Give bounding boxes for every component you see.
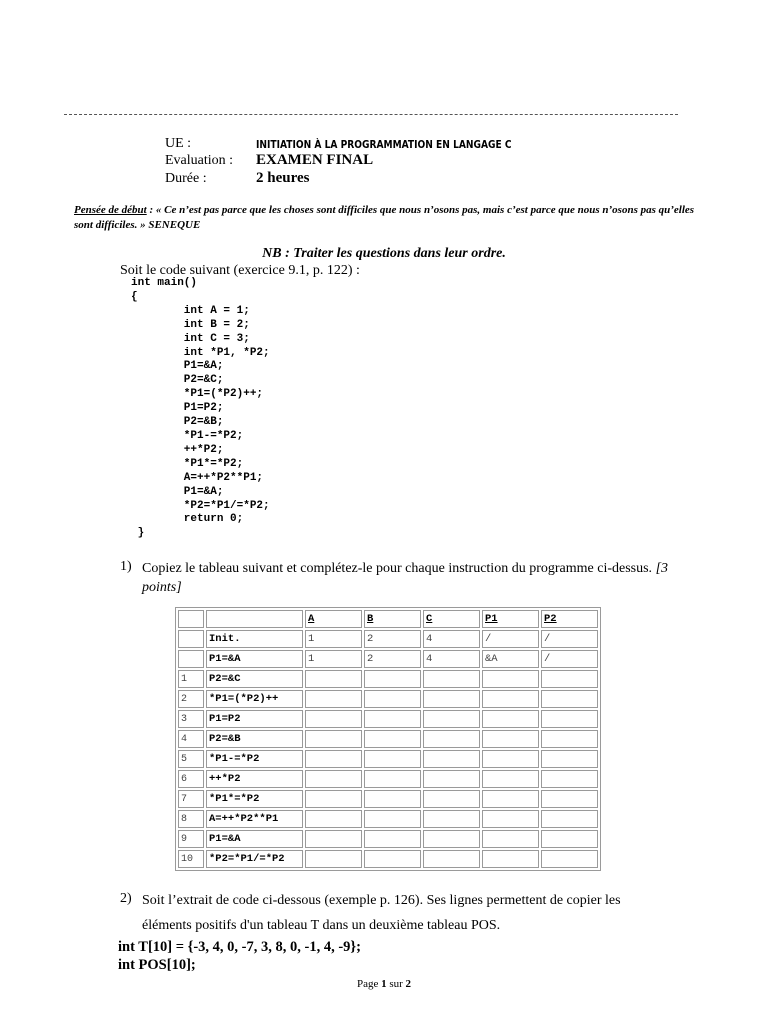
value-cell xyxy=(423,810,480,828)
value-cell xyxy=(482,830,539,848)
row-index-cell xyxy=(178,630,204,648)
duree-label: Durée : xyxy=(165,171,207,186)
value-cell xyxy=(482,770,539,788)
ue-value: INITIATION À LA PROGRAMMATION EN LANGAGE C xyxy=(256,138,512,151)
value-cell xyxy=(541,850,598,868)
row-index-cell: 3 xyxy=(178,710,204,728)
value-cell xyxy=(305,750,362,768)
footer-page-total: 2 xyxy=(405,978,412,990)
value-cell xyxy=(364,670,421,688)
table-header-cell: B xyxy=(364,610,421,628)
intro-text: Soit le code suivant (exercice 9.1, p. 122) : xyxy=(120,263,360,278)
ue-label: UE : xyxy=(165,136,192,151)
value-cell: / xyxy=(541,650,598,668)
table-row xyxy=(178,790,598,808)
array-pos-declaration: int POS[10]; xyxy=(118,957,196,973)
footer-page-number: 1 xyxy=(381,978,387,990)
table-header-cell: C xyxy=(423,610,480,628)
value-cell: 4 xyxy=(423,630,480,648)
value-cell xyxy=(423,690,480,708)
value-cell xyxy=(423,670,480,688)
value-cell xyxy=(541,750,598,768)
value-cell xyxy=(482,790,539,808)
row-index-cell: 6 xyxy=(178,770,204,788)
value-cell xyxy=(423,730,480,748)
value-cell xyxy=(364,690,421,708)
value-cell xyxy=(305,770,362,788)
table-row xyxy=(178,650,598,668)
value-cell xyxy=(482,690,539,708)
question-1-points: [3 points] xyxy=(142,561,669,595)
value-cell: &A xyxy=(482,650,539,668)
instruction-cell: ++*P2 xyxy=(206,770,303,788)
question-2-line-1: Soit l’extrait de code ci-dessous (exemple p. 126). Ses lignes permettent de copier les xyxy=(142,893,621,908)
table-row xyxy=(178,770,598,788)
value-cell: 1 xyxy=(305,650,362,668)
instruction-cell: P1=&A xyxy=(206,650,303,668)
value-cell xyxy=(541,690,598,708)
table-header-cell xyxy=(178,610,204,628)
value-cell xyxy=(305,670,362,688)
value-cell xyxy=(364,830,421,848)
instruction-cell: P2=&B xyxy=(206,730,303,748)
value-cell: / xyxy=(541,630,598,648)
value-cell xyxy=(482,810,539,828)
duree-value: 2 heures xyxy=(256,170,310,186)
value-cell xyxy=(541,670,598,688)
value-cell xyxy=(482,710,539,728)
value-cell xyxy=(423,710,480,728)
question-1-number: 1) xyxy=(120,559,132,574)
value-cell xyxy=(364,850,421,868)
table-header-cell: P2 xyxy=(541,610,598,628)
value-cell xyxy=(423,770,480,788)
value-cell: 2 xyxy=(364,630,421,648)
instruction-cell: P2=&C xyxy=(206,670,303,688)
value-cell xyxy=(541,790,598,808)
value-cell xyxy=(305,730,362,748)
question-1-text xyxy=(142,559,672,597)
table-row xyxy=(178,670,598,688)
instruction-cell: A=++*P2**P1 xyxy=(206,810,303,828)
instruction-cell: *P2=*P1/=*P2 xyxy=(206,850,303,868)
row-index-cell: 8 xyxy=(178,810,204,828)
table-row xyxy=(178,730,598,748)
footer-sur: sur xyxy=(389,978,403,990)
value-cell xyxy=(364,710,421,728)
value-cell xyxy=(364,810,421,828)
row-index-cell: 9 xyxy=(178,830,204,848)
value-cell xyxy=(305,790,362,808)
value-cell: / xyxy=(482,630,539,648)
row-index-cell: 10 xyxy=(178,850,204,868)
instruction-cell: P1=&A xyxy=(206,830,303,848)
value-cell xyxy=(364,750,421,768)
value-cell xyxy=(541,810,598,828)
value-cell: 2 xyxy=(364,650,421,668)
instruction-cell: Init. xyxy=(206,630,303,648)
value-cell: 1 xyxy=(305,630,362,648)
table-row xyxy=(178,830,598,848)
table-row xyxy=(178,850,598,868)
value-cell xyxy=(305,810,362,828)
table-header-cell xyxy=(206,610,303,628)
value-cell xyxy=(423,830,480,848)
table-row xyxy=(178,630,598,648)
evaluation-value: EXAMEN FINAL xyxy=(256,152,374,168)
value-cell xyxy=(364,730,421,748)
opening-thought-text: : « Ce n’est pas parce que les choses sont difficiles que nous n’osons pas, mais c’est parce que nous n’osons pas qu’elles sont difficiles. » SENEQUE xyxy=(74,204,695,231)
value-cell xyxy=(305,830,362,848)
value-cell xyxy=(541,770,598,788)
value-cell xyxy=(305,710,362,728)
table-row xyxy=(178,810,598,828)
instruction-cell: *P1-=*P2 xyxy=(206,750,303,768)
page-footer xyxy=(0,978,768,990)
nb-instruction: NB : Traiter les questions dans leur ordre. xyxy=(262,246,506,261)
value-cell xyxy=(482,730,539,748)
table-header-cell: A xyxy=(305,610,362,628)
question-1-body: Copiez le tableau suivant et complétez-le pour chaque instruction du programme ci-dessus. xyxy=(142,561,653,576)
table-header-row xyxy=(178,610,598,628)
table-row xyxy=(178,750,598,768)
code-listing: int main() { int A = 1; int B = 2; int C = 3; int *P1, *P2; P1=&A; P2=&C; *P1=(*P2)++; P1=P2; P2=&B; *P1-=*P2; ++*P2; *P1*=*P2; A=++*P2**P1; P1=&A; *P2=*P1/=*P2; return 0; } xyxy=(131,277,270,540)
evaluation-label: Evaluation : xyxy=(165,153,234,168)
table-header-cell: P1 xyxy=(482,610,539,628)
value-cell xyxy=(423,790,480,808)
value-cell xyxy=(364,790,421,808)
value-cell xyxy=(541,830,598,848)
value-cell: 4 xyxy=(423,650,480,668)
row-index-cell: 1 xyxy=(178,670,204,688)
value-cell xyxy=(305,850,362,868)
value-cell xyxy=(541,730,598,748)
value-cell xyxy=(423,850,480,868)
footer-page-word: Page xyxy=(356,978,379,990)
array-t-declaration: int T[10] = {-3, 4, 0, -7, 3, 8, 0, -1, 4, -9}; xyxy=(118,939,361,955)
row-index-cell: 7 xyxy=(178,790,204,808)
header-separator xyxy=(64,114,678,115)
row-index-cell: 4 xyxy=(178,730,204,748)
value-cell xyxy=(482,670,539,688)
opening-thought xyxy=(74,203,714,233)
value-cell xyxy=(482,750,539,768)
value-cell xyxy=(305,690,362,708)
table-row xyxy=(178,710,598,728)
opening-thought-label: Pensée de début xyxy=(74,204,147,216)
value-cell xyxy=(364,770,421,788)
instruction-cell: P1=P2 xyxy=(206,710,303,728)
value-cell xyxy=(423,750,480,768)
question-2-line-2: éléments positifs d'un tableau T dans un deuxième tableau POS. xyxy=(142,918,501,933)
instruction-cell: *P1=(*P2)++ xyxy=(206,690,303,708)
row-index-cell: 5 xyxy=(178,750,204,768)
row-index-cell: 2 xyxy=(178,690,204,708)
table-row xyxy=(178,690,598,708)
row-index-cell xyxy=(178,650,204,668)
value-cell xyxy=(482,850,539,868)
instruction-cell: *P1*=*P2 xyxy=(206,790,303,808)
value-cell xyxy=(541,710,598,728)
question-2-number: 2) xyxy=(120,891,132,906)
pointer-trace-table xyxy=(175,607,601,871)
